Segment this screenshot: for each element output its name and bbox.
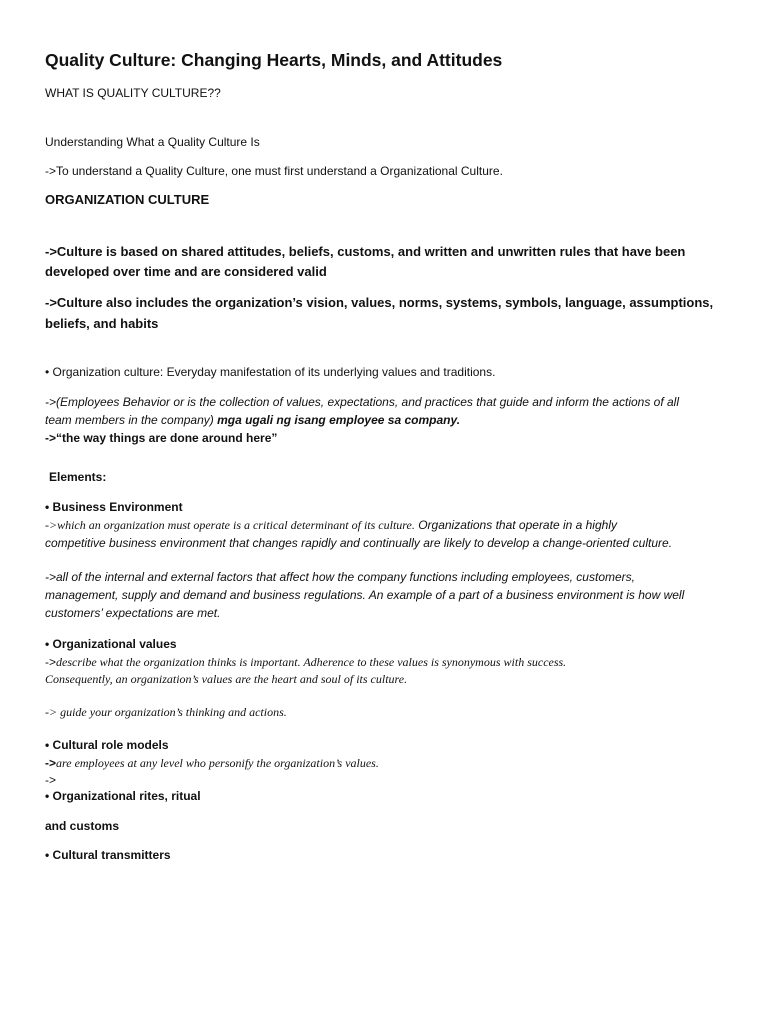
org-values-text-1: describe what the organization thinks is important. Adherence to these values is synonymous with success.	[56, 655, 567, 669]
rites-heading: • Organizational rites, ritual	[45, 789, 201, 803]
business-env-line-1	[45, 516, 617, 534]
transmitters-heading: • Cultural transmitters	[45, 848, 171, 862]
way-things-done: ->“the way things are done around here”	[45, 431, 278, 445]
business-env-text-sans: Organizations that operate in a highly	[414, 518, 617, 532]
subtitle: WHAT IS QUALITY CULTURE??	[45, 86, 221, 100]
culture-point-2-line-1: ->Culture also includes the organization’s vision, values, norms, systems, symbols, language, assumptions,	[45, 295, 714, 310]
culture-point-2-line-2: beliefs, and habits	[45, 316, 159, 331]
role-models-heading: • Cultural role models	[45, 738, 169, 752]
employees-behavior-italic: team members in the company)	[45, 413, 214, 427]
business-env-more-3: customers’ expectations are met.	[45, 606, 221, 620]
business-env-more-1: ->all of the internal and external factors that affect how the company functions including employees, customers,	[45, 570, 635, 584]
page-title: Quality Culture: Changing Hearts, Minds, and Attitudes	[45, 50, 503, 70]
role-models-text: are employees at any level who personify the organization’s values.	[56, 756, 379, 770]
org-culture-bullet: • Organization culture: Everyday manifestation of its underlying values and traditions.	[45, 365, 496, 379]
business-env-text-serif: ->which an organization must operate is a critical determinant of its culture.	[45, 518, 415, 532]
org-values-arrow: ->	[45, 655, 57, 669]
elements-heading: Elements:	[49, 470, 107, 484]
empty-arrow: ->	[45, 773, 57, 787]
org-values-guide: -> guide your organization’s thinking and actions.	[45, 705, 287, 719]
understanding-heading: Understanding What a Quality Culture Is	[45, 135, 260, 149]
org-values-line-1	[45, 653, 566, 671]
culture-point-1-line-2: developed over time and are considered valid	[45, 264, 327, 279]
customs-text: and customs	[45, 819, 120, 833]
business-env-line-2: competitive business environment that changes rapidly and continually are likely to develop a change-oriented culture.	[45, 536, 673, 550]
business-env-more-2: management, supply and demand and business regulations. An example of a part of a business environment is how well	[45, 588, 685, 602]
role-models-line	[45, 754, 379, 772]
org-culture-heading: ORGANIZATION CULTURE	[45, 192, 210, 207]
org-values-line-2: Consequently, an organization’s values are the heart and soul of its culture.	[45, 672, 408, 686]
org-values-heading: • Organizational values	[45, 637, 177, 651]
understanding-text: ->To understand a Quality Culture, one must first understand a Organizational Culture.	[45, 164, 503, 178]
business-env-heading: • Business Environment	[45, 500, 183, 514]
culture-point-1-line-1: ->Culture is based on shared attitudes, beliefs, customs, and written and unwritten rules that have been	[45, 244, 686, 259]
employees-behavior-bold: mga ugali ng isang employee sa company.	[213, 413, 461, 427]
employees-behavior-line-1: ->(Employees Behavior or is the collection of values, expectations, and practices that guide and inform the actions of all	[45, 395, 680, 409]
role-models-arrow: ->	[45, 756, 57, 770]
employees-behavior-line-2	[45, 411, 460, 429]
